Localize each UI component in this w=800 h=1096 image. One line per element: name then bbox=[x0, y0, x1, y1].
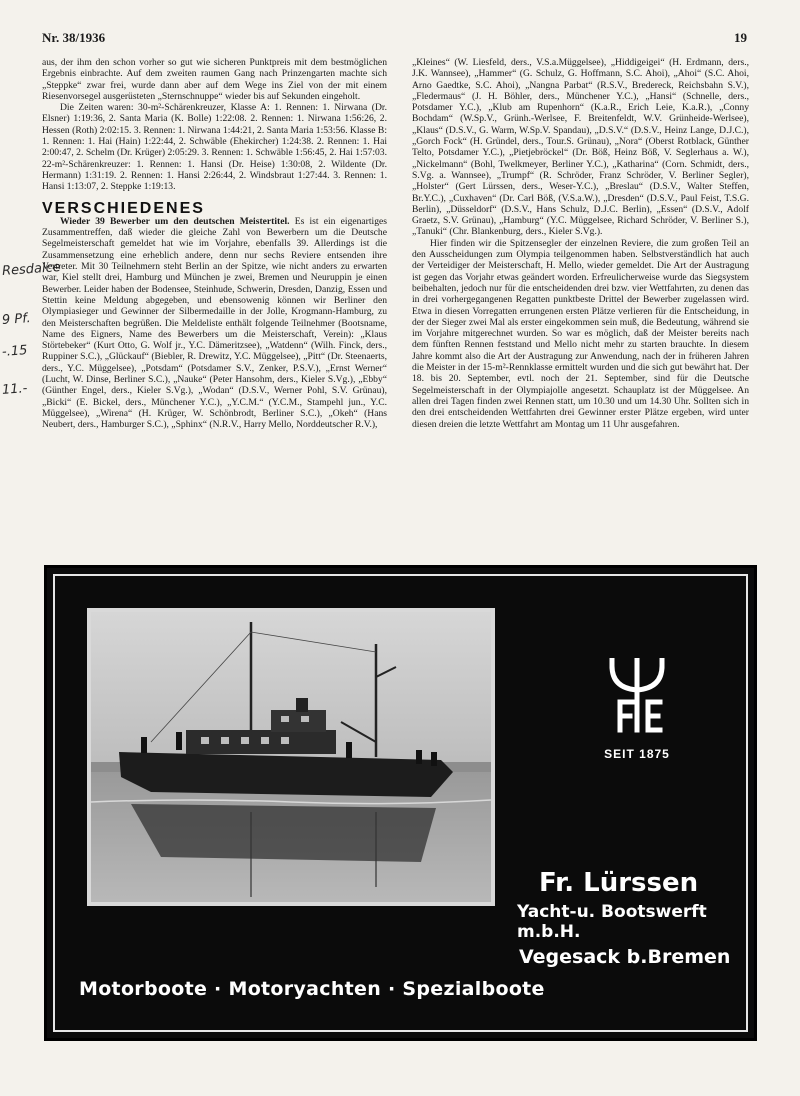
paragraph: Hier finden wir die Spitzensegler der einzelnen Reviere, die zum großen Teil an den Ausscheidungen zum Olympia teilgenommen haben. Selbstverständlich hat auch der Verteidiger der Meisterschaft, H. Mello, wieder gemeldet. Die Art der Austragung ist gegen das Vorjahr etwas geändert worden. Erfreulicherweise wurde das Siegsystem beibehalten, jedoch nur für die entscheidenden drei bzw. vier Wettfahrten, zu denen das in drei vorhergegangenen Regatten punktbeste Drittel der Bewerber zugelassen wird. Etwa in diesen Vorregatten errungenen ersten Plätze verlieren für die Entscheidung, in der der Sieger zwei Mal als erster eingekommen sein muß, die Bedeutung, während sie im Vorjahre mitgerechnet wurden. So war es möglich, daß der Meister bereits nach dem fünften Rennen feststand und Mello nicht mehr zu starten brauchte. In diesem Jahre kommt also die Art der Austragung zur Anwendung, nach der in früheren Jahren die Meister in der 15-m²-Rennklasse ermittelt wurden und die sich gut bewährt hat. Der 18. bis 20. September, evtl. noch der 21. September, sind für die Deutsche Segelmeisterschaft in der Olympiajolle angesetzt. Schauplatz ist der Müggelsee. An allen drei Tagen finden zwei Rennen statt, um 10.30 und um 14.30 Uhr. Sollten sich in den drei entscheidenden Wettfahrten drei Gewinner erster Plätze ergeben, wird unter diesen dreien die letzte Wettfahrt am Montag um 11 Uhr ausgefahren. bbox=[412, 237, 749, 430]
logo-block bbox=[567, 658, 707, 761]
race-times-paragraph: Die Zeiten waren: 30-m²-Schärenkreuzer, Klasse A: 1. Rennen: 1. Nirwana (Dr. Elsner) 1:19:36, 2. Santa Maria (K. Bolle) 1:22:08. 2. Rennen: 1. Nirwana 1:56:26, 2. Hessen (Roth) 2:02:15. 3. Rennen: 1. Nirwana 1:44:21, 2. Santa Maria 1:53:56. Klasse B: 1. Rennen: 1. Hai (Hain) 1:22:44, 2. Schwäble (Ehekircher) 1:24:38. 2. Rennen: 1. Hai 2:00:47, 2. Schelm (Dr. Krüger) 2:05:29. 3. Rennen: 1. Schwäble 1:56:45, 2. Hai 1:57:03. 22-m²-Schärenkreuzer: 1. Rennen: 1. Hansi (Dr. Heise) 1:30:08, 2. Wildente (Dr. Hermann) 1:31:19. 2. Rennen: 1. Hansi 2:26:44, 2. Windsbraut 1:27:44. 3. Rennen: 1. Hansi 1:13:07, 2. Steppke 1:19:13. bbox=[42, 102, 387, 193]
margin-note: Resdalce bbox=[1, 259, 62, 280]
motor-yacht-image bbox=[91, 612, 491, 902]
ad-tagline: Motorboote · Motoryachten · Spezialboote bbox=[79, 978, 545, 1000]
motor-yacht-photo bbox=[87, 608, 495, 906]
margin-note: 11.- bbox=[1, 381, 28, 398]
issue-number: Nr. 38/1936 bbox=[42, 30, 106, 45]
paragraph: aus, der ihm den schon vorher so gut wie sicheren Punktpreis mit dem bestmöglichen Ergebnis einbrachte. Auf dem zweiten raumen Gang nach Prinzengarten machte sich „Steppke“ zwar frei, wurde dann aber auf dem Wege ins Ziel von der mit einem Riesenvorsegel ausgerüsteten „Sternschnuppe“ wieder bis auf Sekunden eingeholt. bbox=[42, 57, 387, 102]
article-lead: Wieder 39 Bewerber um den deutschen Meistertitel. bbox=[60, 215, 290, 227]
since-label: SEIT 1875 bbox=[604, 747, 670, 761]
company-block bbox=[517, 868, 747, 968]
trident-logo-icon bbox=[602, 658, 672, 738]
company-location: Vegesack b.Bremen bbox=[519, 946, 731, 968]
company-type: Yacht-u. Bootswerft m.b.H. bbox=[517, 902, 707, 942]
page-number: 19 bbox=[734, 30, 747, 45]
section-title: VERSCHIEDENES bbox=[42, 199, 205, 217]
left-column bbox=[42, 57, 387, 431]
margin-note: -.15 bbox=[1, 343, 28, 360]
company-name: Fr. Lürssen bbox=[539, 868, 699, 898]
right-column bbox=[412, 57, 749, 430]
advertisement bbox=[44, 565, 757, 1041]
entrants-list-paragraph: „Kleines“ (W. Liesfeld, ders., V.S.a.Müggelsee), „Hiddigeigei“ (H. Erdmann, ders., J.K. Wannsee), „Hammer“ (G. Schulz, G. Hoffmann, S.C. Ahoi), „Ahoi“ (S.C. Ahoi, Arno Gaedtke, S.C. Ahoi), „Nangna Parbat“ (R.S.V., Bredereck, Reichsbahn S.V.), „Fledermaus“ (J. H. Böhler, ders., Münchener Y.C.), „Hansi“ (Schnelle, ders., Potsdamer Y.C.), „Klub am Rupenhorn“ (K.a.R., Erich Leie, K.a.R.), „Conny Bochdam“ (W.Sp.V., Grünh.-Werlsee, F. Breitenfeldt, W.V. Grünheide-Werlsee), „Klaus“ (D.S.V., G. Warm, W.Sp.V. Spandau), „D.S.V.“ (D.S.V., Heinz Lange, D.J.C.), „Gorch Fock“ (H. Gründel, ders., Tour.S. Grünau), „Nora“ (Oberst Rotblack, Günther Telto, Potsdamer Y.C.), „Pietjebröckel“ (Dr. Böß, Heinz Böß, V. Seglerhaus a. W.), „Nickelmann“ (Bohl, Twelkmeyer, Berliner Y.C.), „Katharina“ (Corn. Schmidt, ders., S.Vg. a. Wannsee), „Trumpf“ (R. Schröder, Franz Schröder, V. Berliner Segler), „Holster“ (Gert Lürssen, ders., Weser-Y.C.), „Breslau“ (D.S.V., Walter Steffen, Br.Y.C.), „Cuxhaven“ (Dr. Carl Böß, (V.S.a.W.), „Dresden“ (D.S.V., Paul Feist, T.S.G. Berlin), „Düsseldorf“ (D.S.V., Hans Schulz, D.J.C. Berlin), „Essen“ (D.S.V., Adolf Graetz, S.V. Grünau), „Hamburg“ (Y.C. Müggelsee, Richard Schröder, V. Berliner S.), „Tanuki“ (Chr. Blankenburg, ders., Kieler S.Vg.). bbox=[412, 57, 749, 238]
article-paragraph bbox=[42, 216, 387, 431]
article-body: Es ist ein eigenartiges Zusammentreffen, daß wieder die gleiche Zahl von Bewerbern um die Deutsche Segelmeisterschaft gemeldet hat wie im Vorjahre, ebenfalls 39. Allerdings ist die Zusammensetzung eine erheblich andere, denn nur sechs Reviere entsenden ihre Vertreter. Mit 30 Teilnehmern steht Berlin an der Spitze, wie nicht anders zu erwarten war, Kiel stellt drei, Hamburg und München je zwei, Bremen und Neuruppin je einen Bewerber. Leider haben der Bodensee, Steinhude, Schwerin, Dresden, Danzig, Essen und Stettin keine Meldung abgegeben, und ebensowenig können wir Berliner den Olympiasieger und Gewinner der Silbermedaille in der Jolle, Krogmann-Hamburg, zu den Meisterschaften begrüßen. Die Meldeliste enthält folgende Teilnehmer (Bootsname, Name des Eigners, Name des Bewerbers um die Meisterschaft, Verein): „Klaus Störtebeker“ (Kurt Otto, G. Wolf jr., Y.C. Dämeritzsee), „Watdenn“ (Wilh. Finck, ders., Ruppiner S.C.), „Glückauf“ (Biebler, R. Drewitz, Y.C. Müggelsee), „Pitt“ (Dr. Steenaerts, ders., Y.C. Müggelsee), „Potsdam“ (Potsdamer S.V., Zenker, P.S.V.), „Ernst Werner“ (Lucht, W. Dinse, Berliner S.C.), „Nauke“ (Peter Hansohm, ders., Kieler S.Vg.), „Ebby“ (Günther Engel, ders., Kieler S.Vg.), „Wodan“ (D.S.V., Werner Pohl, S.V. Grünau), „Bicki“ (E. Bickel, ders., Münchener Y.C.), „Y.C.M.“ (Y.C.M., Stampehl jun., Y.C. Müggelsee), „Wirena“ (H. Krüger, W. Schönbrodt, Berliner S.C.), „Okeh“ (Hans Neubert, ders., Hamburger S.C.), „Sphinx“ (N.R.V., Harry Mello, Norddeutscher R.V.), bbox=[42, 215, 388, 431]
margin-note: 9 Pf. bbox=[1, 311, 32, 328]
